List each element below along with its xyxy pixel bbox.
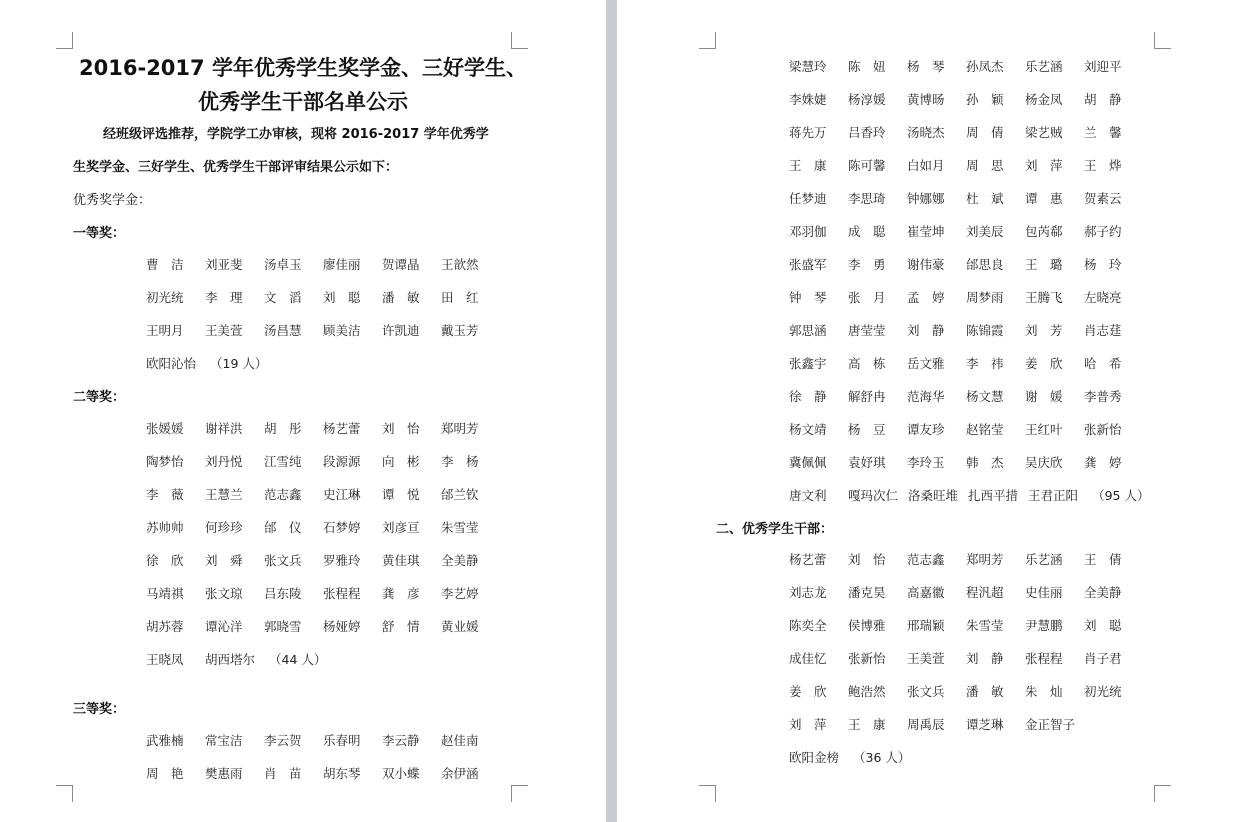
student-name: 吕东陵	[264, 586, 302, 601]
name-row	[789, 616, 1143, 634]
student-name: 龚 婷	[1084, 455, 1122, 470]
name-row	[789, 288, 1143, 306]
name-row	[146, 255, 500, 273]
student-name: 廖佳丽	[323, 257, 361, 272]
student-name: 嘎玛次仁	[848, 488, 899, 503]
student-name: 成佳忆	[789, 651, 827, 666]
corner-mark-bottom-left	[699, 785, 716, 802]
student-name: 杜 斌	[966, 191, 1004, 206]
student-name: 向 彬	[382, 454, 420, 469]
student-name: 任梦迪	[789, 191, 827, 206]
student-name: 刘 聪	[323, 290, 361, 305]
student-name: 李 杨	[441, 454, 479, 469]
student-name: 苏帅帅	[146, 520, 184, 535]
student-name: 谭芝琳	[966, 717, 1004, 732]
corner-mark-bottom-left	[56, 785, 73, 802]
student-name: 钟娜娜	[907, 191, 945, 206]
student-name: 唐莹莹	[848, 323, 886, 338]
student-name: 周 倩	[966, 125, 1004, 140]
student-name: 郑明芳	[441, 421, 479, 436]
student-name: 冀佩佩	[789, 455, 827, 470]
student-name: 蒋先万	[789, 125, 827, 140]
name-row	[789, 90, 1143, 108]
student-name: 江雪纯	[264, 454, 302, 469]
student-name: 吕香玲	[848, 125, 886, 140]
student-name: 张鑫宇	[789, 356, 827, 371]
student-name: 孟 婷	[907, 290, 945, 305]
student-name: 杨文慧	[966, 389, 1004, 404]
student-name: 肖 苗	[264, 766, 302, 781]
student-name: 黄业媛	[441, 619, 479, 634]
student-name: 全美静	[441, 553, 479, 568]
scholarship-heading: 优秀奖学金：	[73, 193, 152, 208]
student-name: 潘克昊	[848, 585, 886, 600]
corner-mark-top-right	[511, 32, 528, 49]
student-name: 汤昌慧	[264, 323, 302, 338]
name-row	[789, 354, 1143, 372]
name-row	[789, 682, 1143, 700]
student-name: 王红叶	[1025, 422, 1063, 437]
student-name: 马靖祺	[146, 586, 184, 601]
student-name: 余伊涵	[441, 766, 479, 781]
student-name: 谢 媛	[1025, 389, 1063, 404]
student-name: 朱雪莹	[441, 520, 479, 535]
student-name: 李思琦	[848, 191, 886, 206]
name-row	[789, 486, 1149, 504]
student-name: 罗雅玲	[323, 553, 361, 568]
name-row	[146, 419, 500, 437]
student-name: 姜 欣	[1025, 356, 1063, 371]
student-name: 张新怡	[1084, 422, 1122, 437]
student-name: 李玲玉	[907, 455, 945, 470]
student-name: 左晓亮	[1084, 290, 1122, 305]
student-name: 扎西平措	[968, 488, 1019, 503]
student-name: 邢瑞颖	[907, 618, 945, 633]
student-name: 哈 希	[1084, 356, 1122, 371]
name-row	[789, 321, 1143, 339]
student-name: 杨娅婷	[323, 619, 361, 634]
student-name: 王晓凤	[146, 652, 184, 667]
left-page	[0, 0, 606, 822]
student-name: 王美萱	[205, 323, 243, 338]
student-name: 谢祥洪	[205, 421, 243, 436]
student-name: 杨 琴	[907, 59, 945, 74]
student-name: 孙 颖	[966, 92, 1004, 107]
name-row	[146, 731, 500, 749]
intro-line-1: 经班级评选推荐，学院学工办审核，现将 2016-2017 学年优秀学	[103, 127, 489, 142]
student-name: 初光统	[1084, 684, 1122, 699]
student-name: 李姝婕	[789, 92, 827, 107]
student-name: 刘 萍	[1025, 158, 1063, 173]
student-name: 双小蝶	[382, 766, 420, 781]
student-name: 姜 欣	[789, 684, 827, 699]
student-name: 李云静	[382, 733, 420, 748]
third-prize-heading: 三等奖：	[73, 702, 126, 717]
student-name: 舒 情	[382, 619, 420, 634]
page-gutter	[606, 0, 617, 822]
student-name: 刘 静	[966, 651, 1004, 666]
student-name: 胡西塔尔	[205, 652, 256, 667]
document-title-line-2: 优秀学生干部名单公示	[198, 90, 408, 114]
student-name: 徐 欣	[146, 553, 184, 568]
student-name: 郭晓雪	[264, 619, 302, 634]
student-name: 张文兵	[907, 684, 945, 699]
student-name: 张盛军	[789, 257, 827, 272]
student-name: 王君正阳	[1028, 488, 1079, 503]
student-name: 谭 惠	[1025, 191, 1063, 206]
name-row	[789, 156, 1143, 174]
student-name: 王腾飞	[1025, 290, 1063, 305]
student-name: 刘志龙	[789, 585, 827, 600]
student-name: 李艺婷	[441, 586, 479, 601]
student-name: 邓羽伽	[789, 224, 827, 239]
student-name: 段源源	[323, 454, 361, 469]
name-row	[789, 649, 1143, 667]
student-name: 尹慧鹏	[1025, 618, 1063, 633]
student-name: 赵佳南	[441, 733, 479, 748]
student-name: 周 思	[966, 158, 1004, 173]
student-name: 刘美辰	[966, 224, 1004, 239]
student-name: 王 康	[789, 158, 827, 173]
name-row	[146, 452, 500, 470]
student-name: 全美静	[1084, 585, 1122, 600]
name-row	[146, 764, 500, 782]
student-name: 李普秀	[1084, 389, 1122, 404]
student-name: 杨艺蕾	[323, 421, 361, 436]
student-name: 范志鑫	[264, 487, 302, 502]
student-name: 张新怡	[848, 651, 886, 666]
corner-mark-top-right	[1154, 32, 1171, 49]
student-name: 李 薇	[146, 487, 184, 502]
student-name: 刘彦亘	[382, 520, 420, 535]
student-name: 乐春明	[323, 733, 361, 748]
student-name: 陈 妞	[848, 59, 886, 74]
student-name: 刘 怡	[382, 421, 420, 436]
student-name: 乐艺涵	[1025, 552, 1063, 567]
student-name: 朱雪莹	[966, 618, 1004, 633]
student-name: 曹 洁	[146, 257, 184, 272]
student-name: 岳文雅	[907, 356, 945, 371]
student-name: 龚 彦	[382, 586, 420, 601]
student-name: 汤卓玉	[264, 257, 302, 272]
student-name: 常宝洁	[205, 733, 243, 748]
student-name: 陈奕全	[789, 618, 827, 633]
student-name: 范志鑫	[907, 552, 945, 567]
student-name: 杨 豆	[848, 422, 886, 437]
student-name: 朱 灿	[1025, 684, 1063, 699]
name-row	[789, 583, 1143, 601]
student-name: 周禹辰	[907, 717, 945, 732]
student-name: 王 倩	[1084, 552, 1122, 567]
student-name: 张 月	[848, 290, 886, 305]
name-row	[146, 354, 267, 372]
document-title-line-1: 2016-2017 学年优秀学生奖学金、三好学生、	[79, 56, 527, 80]
first-prize-heading: 一等奖：	[73, 226, 126, 241]
name-row	[789, 189, 1143, 207]
name-row	[789, 123, 1143, 141]
student-name: 武雅楠	[146, 733, 184, 748]
student-name: 杨 玲	[1084, 257, 1122, 272]
student-name: 刘 怡	[848, 552, 886, 567]
student-name: 刘丹悦	[205, 454, 243, 469]
student-name: 梁艺贼	[1025, 125, 1063, 140]
name-row	[146, 650, 326, 668]
student-name: 郭思涵	[789, 323, 827, 338]
student-name: 贺谭晶	[382, 257, 420, 272]
student-name: 欧阳沁怡	[146, 356, 197, 371]
student-name: 潘 敏	[382, 290, 420, 305]
student-name: 顾美洁	[323, 323, 361, 338]
student-name: 高嘉徽	[907, 585, 945, 600]
student-name: 张程程	[323, 586, 361, 601]
student-name: 刘迎平	[1084, 59, 1122, 74]
student-name: 肖子君	[1084, 651, 1122, 666]
student-name: 陶梦怡	[146, 454, 184, 469]
student-name: 初光统	[146, 290, 184, 305]
student-name: 杨文靖	[789, 422, 827, 437]
student-name: 李 祎	[966, 356, 1004, 371]
student-name: 田 红	[441, 290, 479, 305]
student-name: 胡苏蓉	[146, 619, 184, 634]
student-name: 韩 杰	[966, 455, 1004, 470]
count-label: （19 人）	[210, 356, 268, 371]
corner-mark-top-left	[56, 32, 73, 49]
student-name: 解舒冉	[848, 389, 886, 404]
student-name: 鲍浩然	[848, 684, 886, 699]
name-row	[146, 518, 500, 536]
student-name: 王 烨	[1084, 158, 1122, 173]
student-name: 唐文利	[789, 488, 827, 503]
name-row	[789, 748, 910, 766]
student-name: 谭 悦	[382, 487, 420, 502]
student-name: 包芮郗	[1025, 224, 1063, 239]
student-name: 张文琼	[205, 586, 243, 601]
student-name: 刘 舜	[205, 553, 243, 568]
student-name: 李 勇	[848, 257, 886, 272]
name-row	[146, 551, 500, 569]
student-name: 陈可馨	[848, 158, 886, 173]
student-name: 樊惠雨	[205, 766, 243, 781]
corner-mark-bottom-right	[1154, 785, 1171, 802]
name-row	[789, 255, 1143, 273]
student-name: 乐艺涵	[1025, 59, 1063, 74]
student-name: 刘 萍	[789, 717, 827, 732]
student-name: 程汎超	[966, 585, 1004, 600]
name-row	[146, 321, 500, 339]
second-prize-heading: 二等奖：	[73, 390, 126, 405]
name-row	[146, 617, 500, 635]
student-name: 李云贺	[264, 733, 302, 748]
student-name: 谢伟豪	[907, 257, 945, 272]
student-name: 兰 馨	[1084, 125, 1122, 140]
student-name: 赵铭莹	[966, 422, 1004, 437]
student-name: 黄博旸	[907, 92, 945, 107]
student-name: 史佳丽	[1025, 585, 1063, 600]
student-name: 李 理	[205, 290, 243, 305]
student-name: 崔莹坤	[907, 224, 945, 239]
student-name: 侯博雅	[848, 618, 886, 633]
student-name: 肖志莛	[1084, 323, 1122, 338]
name-row	[789, 222, 1143, 240]
count-label: （44 人）	[269, 652, 327, 667]
student-name: 胡 彤	[264, 421, 302, 436]
name-row	[146, 485, 500, 503]
student-name: 邰思良	[966, 257, 1004, 272]
student-name: 范海华	[907, 389, 945, 404]
student-name: 陈锦霞	[966, 323, 1004, 338]
student-name: 梁慧玲	[789, 59, 827, 74]
student-name: 王歆然	[441, 257, 479, 272]
student-name: 袁妤琪	[848, 455, 886, 470]
count-label: （95 人）	[1092, 488, 1150, 503]
name-row	[789, 387, 1143, 405]
intro-line-2: 生奖学金、三好学生、优秀学生干部评审结果公示如下：	[73, 160, 399, 175]
student-name: 何珍珍	[205, 520, 243, 535]
student-name: 王慧兰	[205, 487, 243, 502]
student-name: 张程程	[1025, 651, 1063, 666]
student-name: 洛桑旺堆	[908, 488, 959, 503]
student-name: 许凯迪	[382, 323, 420, 338]
count-label: （36 人）	[853, 750, 911, 765]
student-name: 刘 芳	[1025, 323, 1063, 338]
corner-mark-bottom-right	[511, 785, 528, 802]
student-name: 金正智子	[1025, 717, 1076, 732]
student-name: 胡东琴	[323, 766, 361, 781]
student-name: 王明月	[146, 323, 184, 338]
name-row	[789, 453, 1143, 471]
name-row	[146, 584, 500, 602]
student-name: 谭沁洋	[205, 619, 243, 634]
student-name: 谭友珍	[907, 422, 945, 437]
student-name: 徐 静	[789, 389, 827, 404]
student-name: 杨艺蕾	[789, 552, 827, 567]
name-row	[789, 550, 1143, 568]
student-name: 吴庆欣	[1025, 455, 1063, 470]
student-name: 贺素云	[1084, 191, 1122, 206]
student-name: 杨淳媛	[848, 92, 886, 107]
student-name: 戴玉芳	[441, 323, 479, 338]
student-name: 杨金凤	[1025, 92, 1063, 107]
student-name: 史江琳	[323, 487, 361, 502]
student-name: 周 艳	[146, 766, 184, 781]
name-row	[146, 288, 500, 306]
student-name: 高 栋	[848, 356, 886, 371]
student-name: 刘 静	[907, 323, 945, 338]
student-name: 郝子约	[1084, 224, 1122, 239]
student-name: 钟 琴	[789, 290, 827, 305]
student-name: 白如月	[907, 158, 945, 173]
student-name: 欧阳金榜	[789, 750, 840, 765]
student-name: 邰兰钦	[441, 487, 479, 502]
student-name: 汤晓杰	[907, 125, 945, 140]
student-name: 王 康	[848, 717, 886, 732]
name-row	[789, 715, 1085, 733]
student-name: 胡 静	[1084, 92, 1122, 107]
student-name: 孙凤杰	[966, 59, 1004, 74]
student-name: 刘亚斐	[205, 257, 243, 272]
corner-mark-top-left	[699, 32, 716, 49]
name-row	[789, 57, 1143, 75]
student-name: 邰 仪	[264, 520, 302, 535]
student-name: 潘 敏	[966, 684, 1004, 699]
student-name: 张媛媛	[146, 421, 184, 436]
student-name: 郑明芳	[966, 552, 1004, 567]
student-name: 黄佳琪	[382, 553, 420, 568]
right-page	[617, 0, 1239, 822]
student-name: 文 滔	[264, 290, 302, 305]
student-name: 王美萱	[907, 651, 945, 666]
student-name: 成 聪	[848, 224, 886, 239]
student-name: 石梦婷	[323, 520, 361, 535]
student-name: 张文兵	[264, 553, 302, 568]
student-name: 王 璐	[1025, 257, 1063, 272]
cadres-heading: 二、优秀学生干部：	[716, 522, 834, 537]
student-name: 刘 聪	[1084, 618, 1122, 633]
name-row	[789, 420, 1143, 438]
student-name: 周梦雨	[966, 290, 1004, 305]
